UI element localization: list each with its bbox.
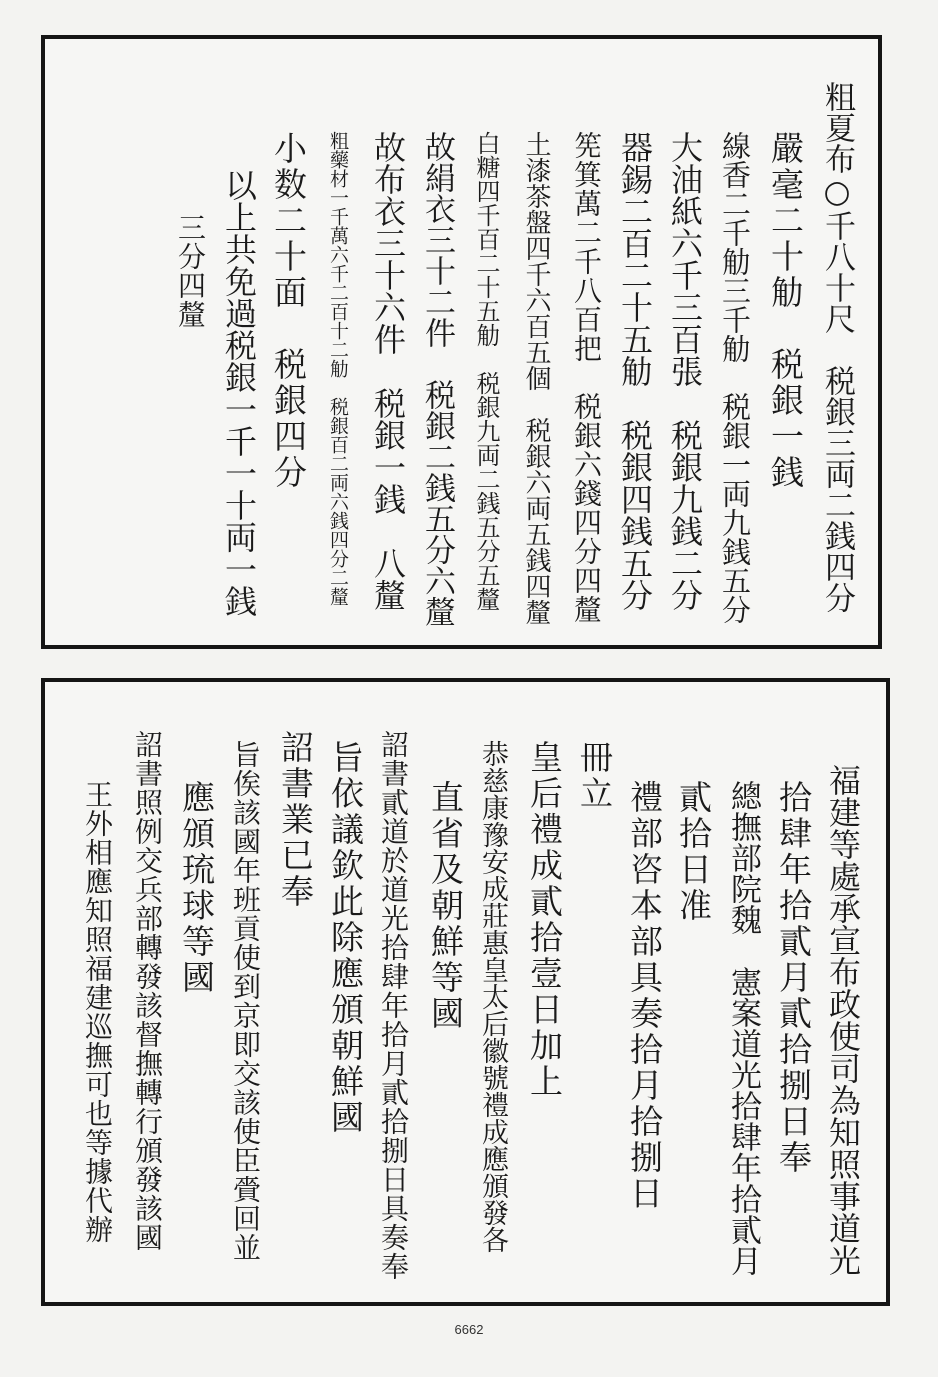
text-column: 詔書貳道於道光拾肆年拾月貳拾捌日具奏奉 bbox=[377, 730, 410, 1281]
text-column: 總撫部院魏 憲案道光拾肆年拾貳月 bbox=[725, 780, 761, 1276]
text-column: 線香二千觔三千觔 税銀一両九銭五分 bbox=[718, 131, 752, 624]
text-column: 貳拾日准 bbox=[674, 780, 713, 924]
text-column: 小数二十面 税銀四分 bbox=[269, 131, 308, 491]
text-column: 旨俟該國年班貢使到京即交該使臣賫回並 bbox=[229, 740, 262, 1262]
text-column: 禮部咨本部具奏拾月拾捌日 bbox=[625, 780, 664, 1212]
text-column: 嚴毫二十觔 税銀一銭 bbox=[766, 131, 805, 491]
text-column: 白糖四千百二十五觔 税銀九両二銭五分五釐 bbox=[472, 131, 500, 611]
text-column: 粗藥材一千萬六千二百十二觔 税銀百二両六銭四分二釐 bbox=[327, 131, 349, 606]
page-number: 6662 bbox=[454, 1322, 484, 1337]
text-column: 冊立 bbox=[575, 740, 614, 812]
text-column: 故布衣三十六件 税銀一銭 八釐 bbox=[369, 131, 407, 611]
text-column: 直省及朝鮮等國 bbox=[426, 780, 465, 1032]
text-column: 粗夏布○千八十尺 税銀三両二銭四分 bbox=[819, 81, 855, 613]
text-column: 故絹衣三十二件 税銀二銭五分六釐 bbox=[419, 131, 455, 627]
text-column: 三分四釐 bbox=[174, 213, 207, 329]
text-column: 大油紙六千三百張 税銀九銭二分 bbox=[666, 131, 704, 611]
top-panel bbox=[41, 35, 882, 649]
text-column: 土漆茶盤四千六百五個 税銀六両五銭四釐 bbox=[521, 131, 551, 625]
text-column: 筅箕萬二千八百把 税銀六錢四分四釐 bbox=[570, 131, 603, 624]
text-column: 福建等處承宣布政使司為知照事道光 bbox=[824, 764, 862, 1276]
text-column: 器錫二百二十五觔 税銀四銭五分 bbox=[616, 131, 654, 611]
text-column: 以上共免過税銀一千一十両一銭 bbox=[220, 169, 258, 617]
text-column: 皇后禮成貳拾壹日加上 bbox=[525, 740, 564, 1100]
text-column: 拾肆年拾貳月貳拾捌日奉 bbox=[774, 780, 813, 1176]
text-column: 旨依議欽此除應頒朝鮮國 bbox=[326, 740, 365, 1136]
bottom-panel bbox=[41, 678, 890, 1306]
text-column: 應頒琉球等國 bbox=[177, 780, 216, 996]
text-column: 王外相應知照福建巡撫可也等據代辦 bbox=[81, 780, 114, 1244]
text-column: 詔書業已奉 bbox=[276, 730, 315, 910]
text-column: 恭慈康豫安成莊惠皇太后徽號禮成應頒發各 bbox=[477, 740, 508, 1253]
text-column: 詔書照例交兵部轉發該督撫轉行頒發該國 bbox=[131, 730, 164, 1252]
